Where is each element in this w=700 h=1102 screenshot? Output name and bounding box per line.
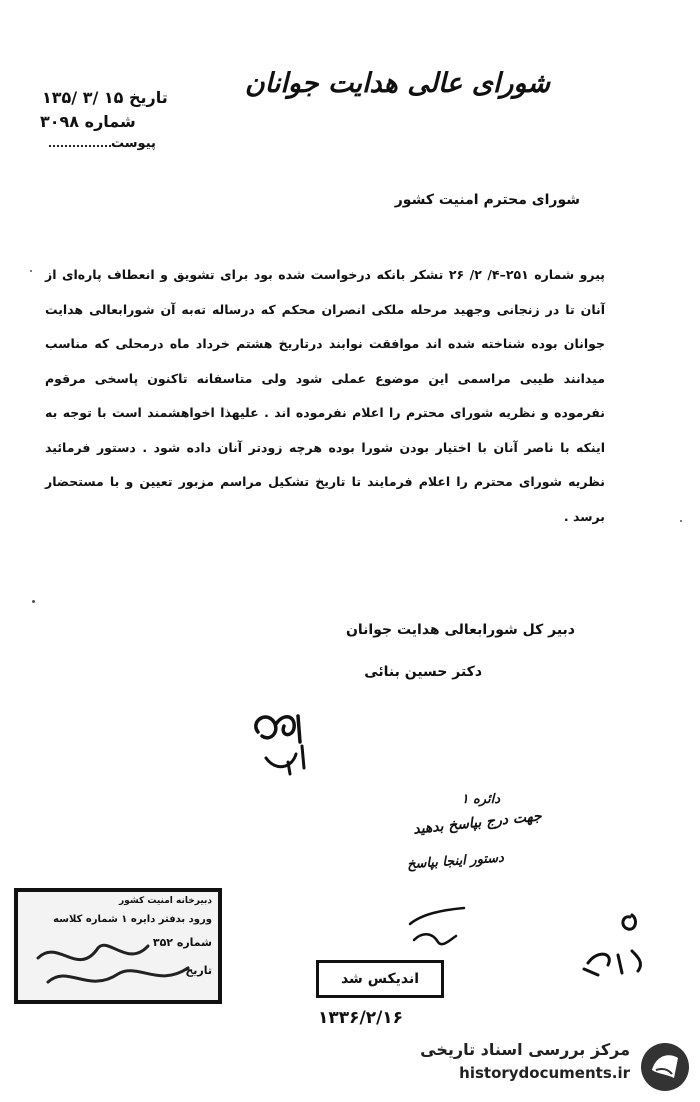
document-number: شماره ۳۰۹۸ (40, 112, 136, 131)
archive-logo-icon (638, 1040, 692, 1094)
letter-body: پیرو شماره ۲۵۱–۴/ ۲/ ۲۶ تشکر بانکه درخواست شده بود برای تشویق و انعطاف پاره‌ای از آنان تا در زنجانی وجهید مرحله ملکی انصران محکم که درساله ته‌به آن شورابعالی هدایت جوانان بوده شناخته شده اند موافقت نوابند درتاریخ هشتم خرداد ماه درمحلی که مناسب میدانند طیبی مراسمی این موضوع عملی شود ولی متاسفانه تاکنون پاسخی مرقوم نفرموده و نظریه شورای محترم را اعلام نفرموده اند . علیهذا اخواهشمند است با توجه به اینکه با ناصر آنان با اختیار بودن شورا بوده هرچه زودتر آنان داده شود . دستور فرمائید نظریه شورای محترم را اعلام فرمایند تا تاریخ تشکیل مراسم مزبور تعیین و با مستحضار برسد . (45, 267, 605, 524)
initials-scrawl (402, 896, 472, 956)
stamp-line-1: دبیرخانه امنیت کشور (119, 896, 212, 906)
handwritten-note-3: دستور اینجا بپاسخ (406, 850, 505, 873)
signer-name: دکتر حسین بنائی (364, 664, 482, 680)
closing-title: دبیر کل شورابعالی هدایت جوانان (345, 622, 575, 638)
watermark-url: historydocuments.ir (459, 1064, 630, 1082)
indexed-stamp: اندیکس شد (316, 960, 444, 998)
stamp-date: ۱۳۳۶/۲/۱۶ (318, 1008, 404, 1028)
side-handwritten-mark (578, 905, 658, 985)
paper-speck (680, 520, 682, 522)
watermark-org: مرکز بررسی اسناد تاریخی (420, 1040, 630, 1059)
recipient-line: شورای محترم امنیت کشور (394, 192, 580, 208)
registration-stamp (14, 888, 222, 1004)
document-date: تاریخ ۱۵ /۳ /۱۳۵ (42, 88, 168, 107)
handwritten-note-2: جهت درج بپاسخ بدهید (412, 808, 543, 838)
letterhead-title: شورای عالی هدایت جوانان (244, 68, 550, 99)
handwritten-signature (240, 702, 330, 782)
paper-speck (30, 270, 32, 272)
stamp-handwriting (28, 928, 208, 1000)
paper-speck (32, 600, 35, 603)
archive-watermark (420, 1040, 692, 1092)
stamp-line-3: شماره ۳۵۲ (152, 936, 212, 949)
handwritten-note-1: دائره ۱ (461, 792, 500, 807)
stamp-line-4: تاریخ (185, 964, 212, 977)
stamp-line-2: ورود بدفتر دایره ۱ شماره کلاسه (53, 914, 212, 925)
document-attachment: پیوست (45, 136, 156, 151)
